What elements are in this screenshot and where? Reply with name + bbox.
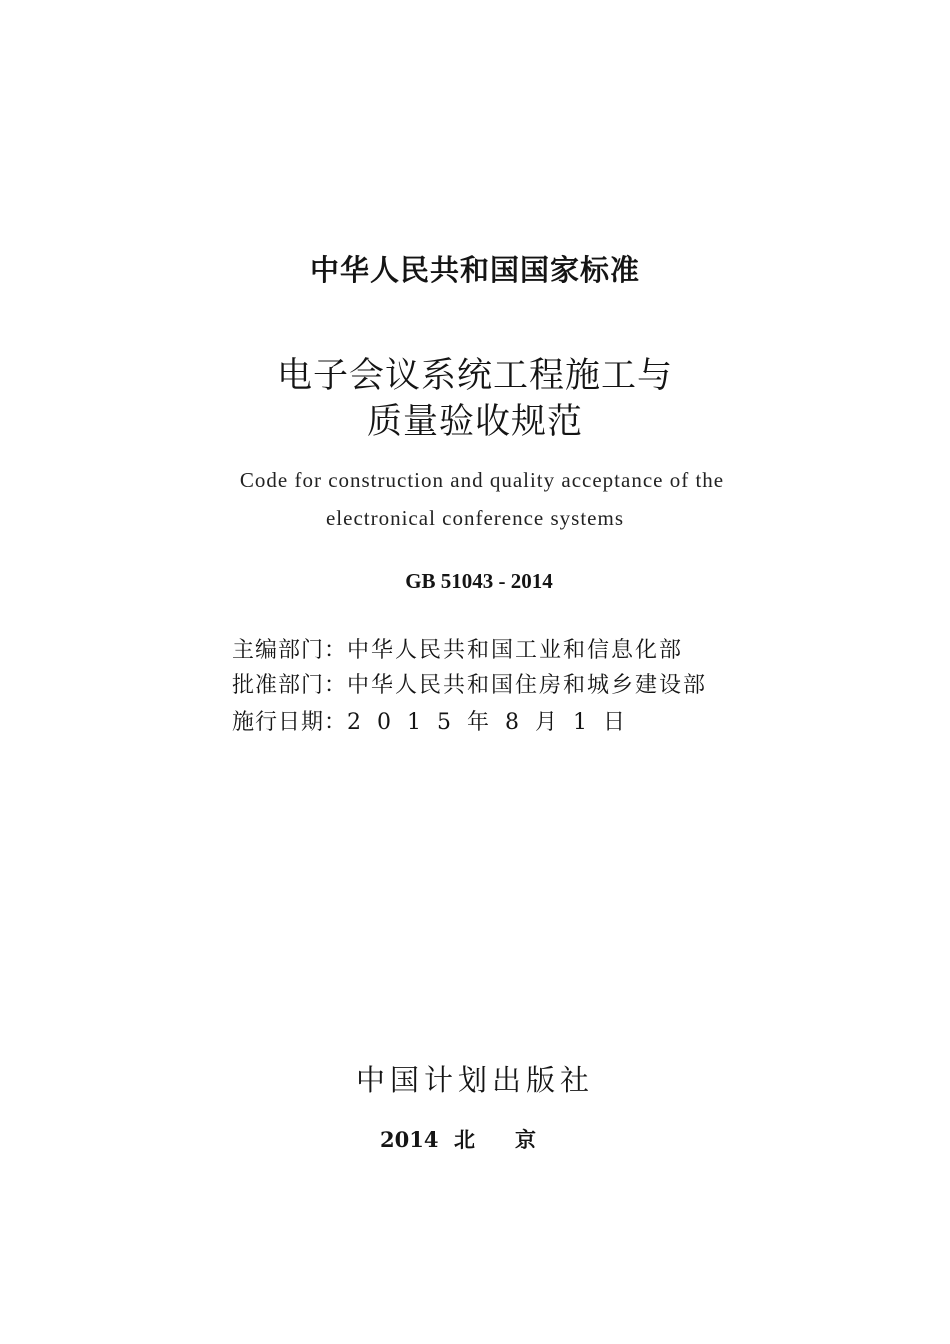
approver-department-value: 中华人民共和国住房和城乡建设部 [347,673,708,698]
effective-date-label: 施行日期： [232,710,348,735]
publication-city: 北京 [454,1127,576,1152]
effective-date-row [232,705,641,736]
approver-department-row [232,668,707,699]
editor-department-label: 主编部门： [232,638,348,663]
standard-type-heading: 中华人民共和国国家标准 [309,253,640,287]
approver-department-label: 批准部门： [232,673,348,698]
english-title-line-2: electronical conference systems [325,506,625,530]
chinese-title-line-2: 质量验收规范 [366,402,583,442]
publisher-name: 中国计划出版社 [355,1063,594,1097]
editor-department-row [232,633,683,664]
publication-year-city [380,1124,576,1154]
publication-year: 2014 [380,1127,439,1152]
standard-code: GB 51043 - 2014 [405,569,553,593]
english-title-line-1: Code for construction and quality acceptance of the [239,468,725,492]
editor-department-value: 中华人民共和国工业和信息化部 [347,638,684,663]
chinese-title-line-1: 电子会议系统工程施工与 [276,356,673,396]
effective-date-value: 2015年8月1日 [347,710,641,735]
